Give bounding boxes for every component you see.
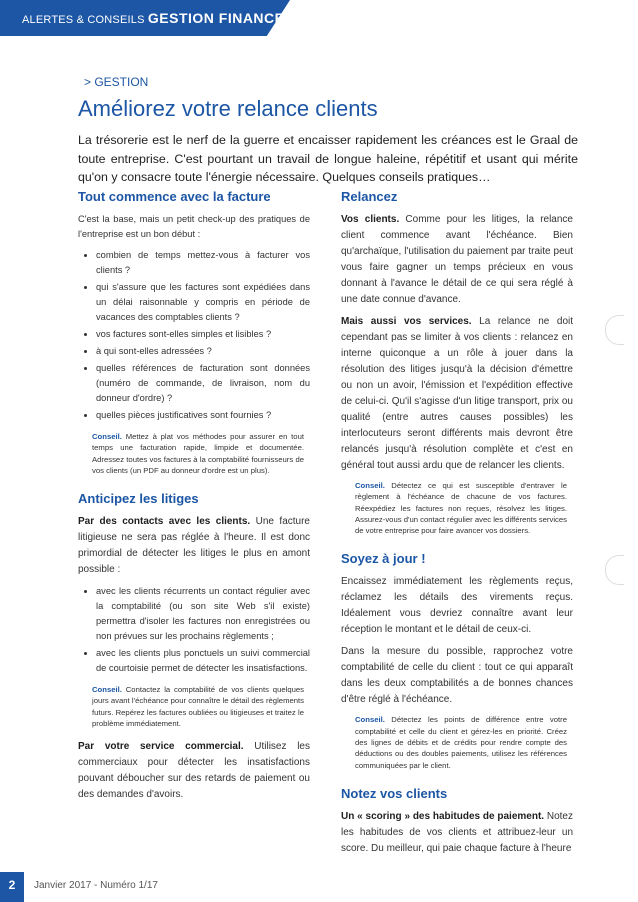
- paragraph: [341, 314, 573, 474]
- section-heading: Relancez: [341, 189, 398, 204]
- list-item: • vos factures sont-elles simples et lisibles ?: [96, 327, 310, 342]
- header-title: [22, 10, 285, 26]
- tip-text: Détectez ce qui est susceptible d'entraver le règlement à l'échéance de chacune de vos factures. Réexpédiez les factures non reçues, résolvez les litiges. Assurez-vous d'un contact régulier avec les différents services de votre entreprise pour faire avancer vos dossiers.: [355, 481, 567, 536]
- lead-text: Un « scoring » des habitudes de paiement.: [341, 810, 545, 822]
- list-item: • combien de temps mettez-vous à facturer vos clients ?: [96, 248, 310, 278]
- lead-text: Mais aussi vos services.: [341, 316, 472, 327]
- right-column: [341, 188, 573, 863]
- paragraph: [78, 514, 310, 578]
- binding-ring: [605, 555, 624, 585]
- tip-label: Conseil.: [355, 715, 385, 725]
- tip-label: Conseil.: [92, 685, 122, 695]
- paragraph-text: Une facture litigieuse ne sera pas réglée à l'heure. Il est donc primordial de détecter les litiges le plus en amont possible :: [78, 516, 310, 576]
- page-title: Améliorez votre relance clients: [78, 96, 378, 121]
- list-item: • quelles pièces justificatives sont fournies ?: [96, 408, 310, 423]
- page-number: 2: [0, 872, 24, 902]
- paragraph: [341, 212, 573, 308]
- list-item: • quelles références de facturation sont données (numéro de commande, de livraison, nom du donneur d'ordre) ?: [96, 361, 310, 406]
- header-series: ALERTES & CONSEILS: [22, 14, 148, 26]
- section-heading: Soyez à jour !: [341, 551, 426, 567]
- bullet-list: [78, 584, 310, 676]
- list-item: • qui s'assure que les factures sont expédiées dans un délai raisonnable y compris en période de vacances des comptables clients ?: [96, 280, 310, 325]
- header-section: GESTION FINANCE: [147, 10, 285, 26]
- paragraph-text: La relance ne doit cependant pas se limiter à vos clients : relancez en interne quiconque a un rôle à jouer dans la résolution des litiges jusqu'à la décision d'émettre ou non un avoir, l'émission et l'expédition effective de celui-ci. Qu'il s'agisse d'un litige transport, prix ou qualité (entre autres causes possibles) les interlocuteurs seront différents mais devront être relancés jusqu'à résolution complète et c'est en général tout aussi ardu que de relancer les clients.: [341, 316, 574, 471]
- breadcrumb[interactable]: > GESTION: [84, 75, 149, 89]
- tip-text: Détectez les points de différence entre votre comptabilité et celle du client et gérez-les en priorité. Créez des lignes de débits et de crédits pour rendre compte des déductions ou des doubles paiements, utilisez les références communiquées par le client.: [355, 715, 567, 770]
- section-heading: Notez vos clients: [341, 785, 448, 801]
- lead-text: Par votre service commercial.: [78, 741, 244, 753]
- list-item: • à qui sont-elles adressées ?: [96, 344, 310, 359]
- binding-ring: [605, 315, 624, 345]
- bullet-list: [78, 248, 310, 423]
- section-heading: Tout commence avec la facture: [78, 189, 271, 204]
- tip-label: Conseil.: [355, 481, 385, 490]
- paragraph-text: Utilisez les commerciaux pour détecter les insatisfactions pouvant déboucher sur des retards de paiement ou des demandes d'avoirs.: [78, 741, 310, 801]
- tip-box: [92, 684, 304, 729]
- paragraph: [341, 809, 573, 857]
- paragraph: Encaissez immédiatement les règlements reçus, réclamez les détails des virements reçus. Idéalement vous devriez connaître avant leur réception le montant et le détail de ceux-ci.: [341, 576, 573, 636]
- lead-text: Vos clients.: [341, 214, 400, 225]
- paragraph: [78, 739, 310, 803]
- paragraph: C'est la base, mais un petit check-up des pratiques de l'entreprise est un bon début :: [78, 214, 310, 239]
- tip-text: Mettez à plat vos méthodes pour assurer en tout temps une facturation rapide, limpide et documentée. Adressez toutes vos factures à la comptabilité fournisseurs de vos clients (un PDF au donneur d'ordre est un plus).: [92, 432, 304, 475]
- tip-box: [92, 431, 304, 476]
- intro-paragraph: La trésorerie est le nerf de la guerre et encaisser rapidement les créances est le Graal de toute entreprise. C'est pourtant un travail de longue haleine, répétitif et usant qui mérite qu'on y consacre toute l'énergie nécessaire. Quelques conseils pratiques…: [78, 133, 578, 184]
- tip-box: [355, 714, 567, 770]
- tip-label: Conseil.: [92, 432, 122, 441]
- section-heading: Anticipez les litiges: [78, 491, 199, 507]
- list-item: • avec les clients plus ponctuels un suivi commercial de courtoisie permet de détecter les insatisfactions.: [96, 646, 310, 676]
- left-column: [78, 188, 310, 809]
- paragraph-text: Notez les habitudes de vos clients et attribuez-leur un score. Du meilleur, qui paie chaque facture à l'heure: [341, 810, 573, 854]
- tip-box: [355, 480, 567, 536]
- lead-text: Par des contacts avec les clients.: [78, 516, 251, 528]
- tip-text: Contactez la comptabilité de vos clients quelques jours avant l'échéance pour connaître le détail des règlements futurs. Repérez les factures oubliées ou litigieuses et traitez le problème immédiatement.: [92, 685, 304, 729]
- paragraph-text: Comme pour les litiges, la relance client commence avant l'échéance. Bien qu'archaïque, l'utilisation du paiement par traite peut vous faire gagner un temps précieux en vous donnant à l'avance le détail de ce qui sera réglé à une date connue d'avance.: [341, 214, 573, 305]
- footer-text: Janvier 2017 - Numéro 1/17: [34, 880, 158, 891]
- paragraph: Dans la mesure du possible, rapprochez votre comptabilité de celle du client : tout ce qui apparaît dans les deux comptabilités a de bonnes chances d'être réglé à l'échéance.: [341, 646, 573, 706]
- list-item: • avec les clients récurrents un contact régulier avec la comptabilité (ou son site Web s'il existe) permettra d'isoler les factures non enregistrées ou non prévues sur les prochains règlements ;: [96, 584, 310, 644]
